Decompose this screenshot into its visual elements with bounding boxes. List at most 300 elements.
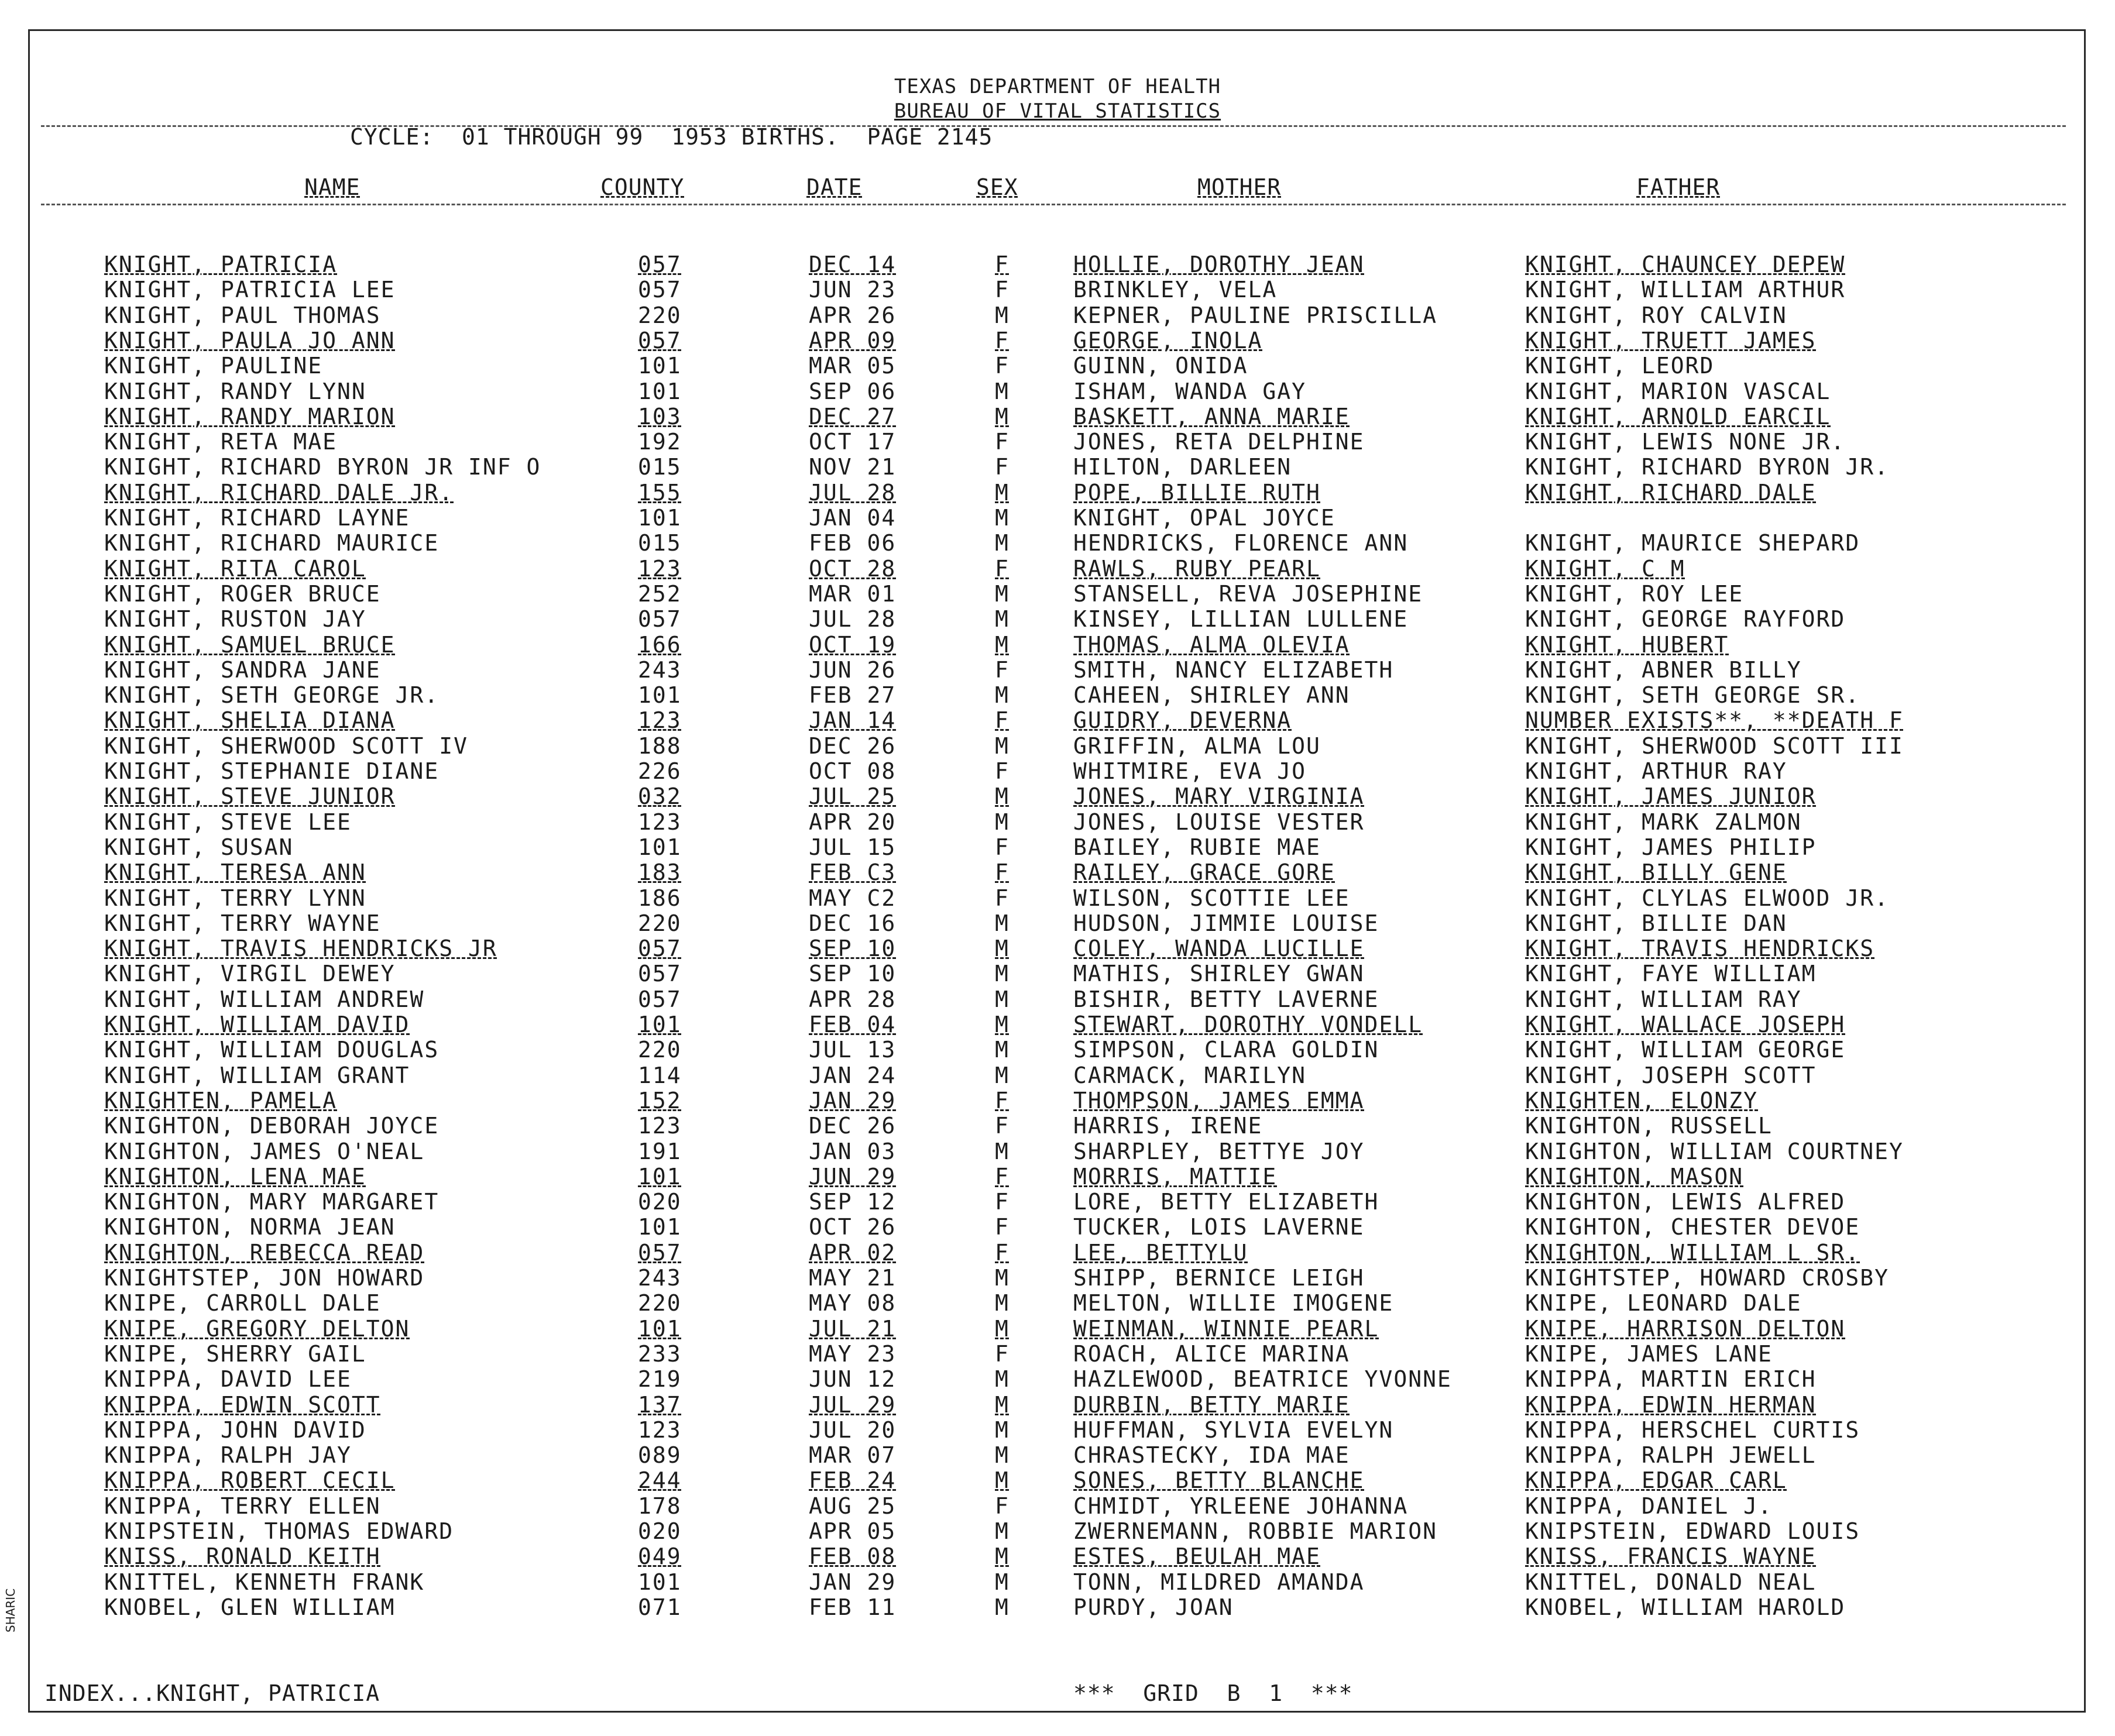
cell-name: KNIPE, SHERRY GAIL — [104, 1341, 366, 1367]
table-row — [0, 733, 2115, 759]
cell-date: SEP 12 — [809, 1189, 897, 1215]
cell-mother: WEINMAN, WINNIE PEARL — [1073, 1316, 1379, 1342]
table-row — [0, 1214, 2115, 1240]
cell-sex: F — [995, 707, 1010, 733]
cell-name: KNOBEL, GLEN WILLIAM — [104, 1594, 396, 1620]
cell-mother: BAILEY, RUBIE MAE — [1073, 834, 1321, 860]
table-row — [0, 353, 2115, 379]
cell-date: APR 20 — [809, 809, 897, 835]
cell-father: KNIGHT, GEORGE RAYFORD — [1525, 606, 1846, 632]
table-row — [0, 556, 2115, 582]
cell-sex: F — [995, 1240, 1010, 1266]
cell-father: KNIGHT, MAURICE SHEPARD — [1525, 530, 1860, 556]
table-row — [0, 1392, 2115, 1418]
cell-mother: LEE, BETTYLU — [1073, 1240, 1248, 1266]
cell-father: KNIGHT, JOSEPH SCOTT — [1525, 1063, 1817, 1088]
table-row — [0, 1240, 2115, 1266]
cell-name: KNIGHT, RANDY LYNN — [104, 379, 366, 404]
cell-father: KNIGHTON, WILLIAM L SR. — [1525, 1240, 1860, 1266]
cell-county: 101 — [638, 1012, 682, 1037]
cell-name: KNIGHTON, DEBORAH JOYCE — [104, 1113, 440, 1139]
cell-name: KNIGHT, WILLIAM DOUGLAS — [104, 1037, 440, 1063]
table-row — [0, 1518, 2115, 1544]
cell-name: KNIGHT, SHELIA DIANA — [104, 707, 396, 733]
cell-name: KNIGHT, RITA CAROL — [104, 556, 366, 582]
cell-county: 101 — [638, 1214, 682, 1240]
cell-sex: F — [995, 429, 1010, 455]
header-divider — [41, 125, 2066, 127]
cell-mother: POPE, BILLIE RUTH — [1073, 480, 1321, 506]
cell-mother: WHITMIRE, EVA JO — [1073, 758, 1307, 784]
cell-mother: THOMAS, ALMA OLEVIA — [1073, 632, 1350, 658]
cell-sex: F — [995, 328, 1010, 353]
cell-county: 220 — [638, 1037, 682, 1063]
cell-county: 101 — [638, 682, 682, 708]
cell-mother: JONES, RETA DELPHINE — [1073, 429, 1365, 455]
cell-sex: M — [995, 480, 1010, 506]
cell-county: 220 — [638, 910, 682, 936]
cell-date: FEB 24 — [809, 1467, 897, 1493]
cell-county: 049 — [638, 1544, 682, 1569]
cell-name: KNIGHT, PAULA JO ANN — [104, 328, 396, 353]
cell-county: 057 — [638, 1240, 682, 1266]
cell-county: 101 — [638, 1316, 682, 1342]
cell-date: OCT 19 — [809, 632, 897, 658]
cell-name: KNIGHTEN, PAMELA — [104, 1088, 338, 1113]
cell-sex: M — [995, 1518, 1010, 1544]
cell-date: FEB 06 — [809, 530, 897, 556]
cell-sex: F — [995, 252, 1010, 277]
cell-sex: M — [995, 1544, 1010, 1569]
cell-county: 089 — [638, 1442, 682, 1468]
cell-county: 057 — [638, 961, 682, 986]
cell-date: JUL 25 — [809, 783, 897, 809]
table-row — [0, 885, 2115, 911]
cell-name: KNIGHT, TERRY WAYNE — [104, 910, 381, 936]
cell-father: KNIPPA, EDWIN HERMAN — [1525, 1392, 1817, 1418]
table-row — [0, 530, 2115, 556]
cell-sex: M — [995, 1366, 1010, 1392]
cell-mother: STEWART, DOROTHY VONDELL — [1073, 1012, 1423, 1037]
cell-name: KNIGHT, WILLIAM ANDREW — [104, 986, 425, 1012]
cell-mother: BASKETT, ANNA MARIE — [1073, 404, 1350, 429]
cell-mother: HUFFMAN, SYLVIA EVELYN — [1073, 1417, 1394, 1443]
cell-date: MAY 08 — [809, 1290, 897, 1316]
cell-father: KNIPE, HARRISON DELTON — [1525, 1316, 1846, 1342]
cell-name: KNIGHT, PAULINE — [104, 353, 323, 379]
cell-sex: M — [995, 961, 1010, 986]
cell-father: KNIPE, JAMES LANE — [1525, 1341, 1773, 1367]
cell-sex: F — [995, 860, 1010, 885]
cell-sex: M — [995, 1290, 1010, 1316]
cycle-line: CYCLE: 01 THROUGH 99 1953 BIRTHS. PAGE 2145 — [350, 124, 993, 150]
cell-father: KNIGHT, WALLACE JOSEPH — [1525, 1012, 1846, 1037]
cell-father: KNIGHTSTEP, HOWARD CROSBY — [1525, 1265, 1889, 1291]
cell-county: 183 — [638, 860, 682, 885]
table-row — [0, 1594, 2115, 1620]
cell-mother: MATHIS, SHIRLEY GWAN — [1073, 961, 1365, 986]
table-row — [0, 1544, 2115, 1569]
table-row — [0, 480, 2115, 506]
cell-father: KNIGHT, SHERWOOD SCOTT III — [1525, 733, 1904, 759]
cell-father: KNIGHT, ARTHUR RAY — [1525, 758, 1787, 784]
cell-date: JUL 29 — [809, 1392, 897, 1418]
cell-mother: HILTON, DARLEEN — [1073, 454, 1292, 480]
cell-county: 015 — [638, 530, 682, 556]
cell-father: KNIGHT, BILLY GENE — [1525, 860, 1787, 885]
cell-name: KNIGHT, SETH GEORGE JR. — [104, 682, 440, 708]
table-row — [0, 1012, 2115, 1037]
cell-sex: M — [995, 1316, 1010, 1342]
cell-date: JUL 20 — [809, 1417, 897, 1443]
table-row — [0, 606, 2115, 632]
table-row — [0, 758, 2115, 784]
cell-name: KNIGHT, VIRGIL DEWEY — [104, 961, 396, 986]
cell-mother: COLEY, WANDA LUCILLE — [1073, 936, 1365, 961]
cell-county: 243 — [638, 657, 682, 683]
table-row — [0, 1417, 2115, 1443]
cell-date: OCT 26 — [809, 1214, 897, 1240]
cell-date: MAR 07 — [809, 1442, 897, 1468]
cell-date: MAY C2 — [809, 885, 897, 911]
cell-father: KNIGHT, TRUETT JAMES — [1525, 328, 1817, 353]
cell-mother: TONN, MILDRED AMANDA — [1073, 1569, 1365, 1595]
table-row — [0, 910, 2115, 936]
cell-mother: ROACH, ALICE MARINA — [1073, 1341, 1350, 1367]
cell-sex: M — [995, 1594, 1010, 1620]
cell-father: KNIGHT, WILLIAM ARTHUR — [1525, 277, 1846, 302]
cell-date: NOV 21 — [809, 454, 897, 480]
cell-name: KNIGHT, RICHARD MAURICE — [104, 530, 440, 556]
cell-mother: PURDY, JOAN — [1073, 1594, 1234, 1620]
cell-father: KNIPPA, RALPH JEWELL — [1525, 1442, 1817, 1468]
cell-county: 101 — [638, 1569, 682, 1595]
table-row — [0, 302, 2115, 328]
cell-date: JUL 15 — [809, 834, 897, 860]
cell-county: 071 — [638, 1594, 682, 1620]
cell-father: KNISS, FRANCIS WAYNE — [1525, 1544, 1817, 1569]
cell-date: APR 28 — [809, 986, 897, 1012]
cell-county: 188 — [638, 733, 682, 759]
cell-mother: WILSON, SCOTTIE LEE — [1073, 885, 1350, 911]
cell-county: 191 — [638, 1139, 682, 1164]
cell-county: 243 — [638, 1265, 682, 1291]
margin-label: SHARIC — [4, 1588, 18, 1632]
cell-father: NUMBER EXISTS**, **DEATH F — [1525, 707, 1904, 733]
cell-name: KNIGHT, RANDY MARION — [104, 404, 396, 429]
column-header-divider — [41, 204, 2066, 205]
cell-county: 137 — [638, 1392, 682, 1418]
table-row — [0, 328, 2115, 353]
cell-date: APR 02 — [809, 1240, 897, 1266]
cell-county: 020 — [638, 1518, 682, 1544]
cell-county: 155 — [638, 480, 682, 506]
cell-name: KNIGHTON, REBECCA READ — [104, 1240, 425, 1266]
cell-date: OCT 17 — [809, 429, 897, 455]
table-row — [0, 1063, 2115, 1088]
col-header-date: DATE — [806, 174, 863, 200]
cell-father: KNIGHT, ABNER BILLY — [1525, 657, 1802, 683]
cell-county: 057 — [638, 277, 682, 302]
table-row — [0, 860, 2115, 885]
cell-mother: BISHIR, BETTY LAVERNE — [1073, 986, 1379, 1012]
table-row — [0, 1569, 2115, 1595]
cell-sex: M — [995, 1139, 1010, 1164]
cell-father: KNIGHT, RICHARD BYRON JR. — [1525, 454, 1889, 480]
table-row — [0, 1088, 2115, 1113]
cell-name: KNIPE, CARROLL DALE — [104, 1290, 381, 1316]
cell-sex: M — [995, 581, 1010, 607]
cell-date: MAY 23 — [809, 1341, 897, 1367]
cell-county: 252 — [638, 581, 682, 607]
table-row — [0, 1316, 2115, 1342]
cell-father: KNIPSTEIN, EDWARD LOUIS — [1525, 1518, 1860, 1544]
cell-father: KNIPPA, HERSCHEL CURTIS — [1525, 1417, 1860, 1443]
cell-county: 103 — [638, 404, 682, 429]
cell-county: 123 — [638, 1417, 682, 1443]
cell-date: FEB 27 — [809, 682, 897, 708]
cell-father: KNIGHT, JAMES JUNIOR — [1525, 783, 1817, 809]
cell-mother: LORE, BETTY ELIZABETH — [1073, 1189, 1379, 1215]
cell-mother: RAWLS, RUBY PEARL — [1073, 556, 1321, 582]
table-row — [0, 1493, 2115, 1519]
cell-name: KNIGHTON, JAMES O'NEAL — [104, 1139, 425, 1164]
cell-name: KNIGHT, SHERWOOD SCOTT IV — [104, 733, 468, 759]
cell-mother: HUDSON, JIMMIE LOUISE — [1073, 910, 1379, 936]
cell-mother: DURBIN, BETTY MARIE — [1073, 1392, 1350, 1418]
cell-mother: GEORGE, INOLA — [1073, 328, 1263, 353]
cell-father: KNIPPA, MARTIN ERICH — [1525, 1366, 1817, 1392]
cell-date: FEB 11 — [809, 1594, 897, 1620]
cell-name: KNIGHT, STEVE JUNIOR — [104, 783, 396, 809]
cell-name: KNIGHTSTEP, JON HOWARD — [104, 1265, 425, 1291]
cell-father: KNIGHT, SETH GEORGE SR. — [1525, 682, 1860, 708]
cell-sex: F — [995, 1493, 1010, 1519]
cell-name: KNIGHT, TERRY LYNN — [104, 885, 366, 911]
grid-label: *** GRID B 1 *** — [1073, 1680, 1353, 1706]
cell-father: KNIGHTON, LEWIS ALFRED — [1525, 1189, 1846, 1215]
cell-name: KNIGHT, SANDRA JANE — [104, 657, 381, 683]
table-row — [0, 936, 2115, 961]
cell-date: DEC 16 — [809, 910, 897, 936]
cell-name: KNIGHT, PATRICIA — [104, 252, 338, 277]
table-row — [0, 1366, 2115, 1392]
index-label: INDEX...KNIGHT, PATRICIA — [44, 1680, 380, 1706]
cell-date: JAN 03 — [809, 1139, 897, 1164]
table-row — [0, 379, 2115, 404]
cell-county: 057 — [638, 328, 682, 353]
cell-father: KNIGHT, MARK ZALMON — [1525, 809, 1802, 835]
cell-father: KNIGHT, ARNOLD EARCIL — [1525, 404, 1831, 429]
cell-county: 057 — [638, 936, 682, 961]
cell-name: KNIGHT, WILLIAM GRANT — [104, 1063, 410, 1088]
col-header-mother: MOTHER — [1197, 174, 1282, 200]
cell-mother: CARMACK, MARILYN — [1073, 1063, 1307, 1088]
cell-date: JUL 28 — [809, 606, 897, 632]
cell-county: 178 — [638, 1493, 682, 1519]
cell-county: 166 — [638, 632, 682, 658]
cell-name: KNIGHT, STEPHANIE DIANE — [104, 758, 440, 784]
table-row — [0, 986, 2115, 1012]
cell-father: KNIGHT, CHAUNCEY DEPEW — [1525, 252, 1846, 277]
cell-sex: F — [995, 834, 1010, 860]
cell-sex: M — [995, 809, 1010, 835]
cell-county: 057 — [638, 606, 682, 632]
table-row — [0, 682, 2115, 708]
cell-name: KNIGHT, TRAVIS HENDRICKS JR — [104, 936, 497, 961]
cell-county: 244 — [638, 1467, 682, 1493]
bureau-title: BUREAU OF VITAL STATISTICS — [894, 99, 1221, 123]
cell-date: OCT 28 — [809, 556, 897, 582]
table-row — [0, 1164, 2115, 1190]
cell-date: JUN 12 — [809, 1366, 897, 1392]
cell-sex: M — [995, 1063, 1010, 1088]
cell-name: KNIGHT, WILLIAM DAVID — [104, 1012, 410, 1037]
cell-county: 186 — [638, 885, 682, 911]
cell-date: JUN 23 — [809, 277, 897, 302]
table-row — [0, 961, 2115, 986]
cell-mother: THOMPSON, JAMES EMMA — [1073, 1088, 1365, 1113]
cell-date: DEC 14 — [809, 252, 897, 277]
cell-county: 057 — [638, 986, 682, 1012]
cell-mother: GUIDRY, DEVERNA — [1073, 707, 1292, 733]
cell-sex: M — [995, 505, 1010, 531]
cell-name: KNIGHT, STEVE LEE — [104, 809, 352, 835]
cell-father: KNIGHT, ROY LEE — [1525, 581, 1744, 607]
table-row — [0, 1265, 2115, 1291]
cell-name: KNIGHT, TERESA ANN — [104, 860, 366, 885]
cell-sex: F — [995, 1164, 1010, 1190]
cell-mother: MORRIS, MATTIE — [1073, 1164, 1278, 1190]
cell-county: 020 — [638, 1189, 682, 1215]
table-row — [0, 657, 2115, 683]
cell-name: KNIGHTON, LENA MAE — [104, 1164, 366, 1190]
table-row — [0, 581, 2115, 607]
cell-sex: M — [995, 910, 1010, 936]
cell-date: FEB 08 — [809, 1544, 897, 1569]
cell-date: DEC 27 — [809, 404, 897, 429]
cell-county: 114 — [638, 1063, 682, 1088]
table-row — [0, 1189, 2115, 1215]
cell-county: 101 — [638, 505, 682, 531]
cell-county: 032 — [638, 783, 682, 809]
cell-date: JAN 24 — [809, 1063, 897, 1088]
cell-sex: M — [995, 1417, 1010, 1443]
cell-mother: BRINKLEY, VELA — [1073, 277, 1278, 302]
cell-mother: CHRASTECKY, IDA MAE — [1073, 1442, 1350, 1468]
table-row — [0, 505, 2115, 531]
cell-date: APR 09 — [809, 328, 897, 353]
cell-mother: HAZLEWOOD, BEATRICE YVONNE — [1073, 1366, 1452, 1392]
cell-mother: CAHEEN, SHIRLEY ANN — [1073, 682, 1350, 708]
cell-sex: M — [995, 632, 1010, 658]
cell-father: KNIGHTON, CHESTER DEVOE — [1525, 1214, 1860, 1240]
cell-sex: F — [995, 1189, 1010, 1215]
cell-sex: F — [995, 885, 1010, 911]
cell-county: 219 — [638, 1366, 682, 1392]
cell-sex: M — [995, 1012, 1010, 1037]
cell-sex: F — [995, 556, 1010, 582]
col-header-sex: SEX — [976, 174, 1018, 200]
table-row — [0, 632, 2115, 658]
cell-name: KNIGHTON, NORMA JEAN — [104, 1214, 396, 1240]
cell-mother: SHARPLEY, BETTYE JOY — [1073, 1139, 1365, 1164]
table-row — [0, 1113, 2115, 1139]
cell-father: KNIGHT, LEWIS NONE JR. — [1525, 429, 1846, 455]
table-row — [0, 454, 2115, 480]
cell-father: KNIGHTEN, ELONZY — [1525, 1088, 1759, 1113]
cell-mother: SHIPP, BERNICE LEIGH — [1073, 1265, 1365, 1291]
cell-county: 233 — [638, 1341, 682, 1367]
cell-name: KNIGHT, RETA MAE — [104, 429, 338, 455]
cell-date: SEP 06 — [809, 379, 897, 404]
cell-father: KNIGHT, TRAVIS HENDRICKS — [1525, 936, 1875, 961]
cell-sex: M — [995, 936, 1010, 961]
cell-sex: M — [995, 379, 1010, 404]
cell-date: MAR 05 — [809, 353, 897, 379]
table-row — [0, 1467, 2115, 1493]
cell-father: KNIGHT, HUBERT — [1525, 632, 1729, 658]
cell-mother: MELTON, WILLIE IMOGENE — [1073, 1290, 1394, 1316]
cell-sex: M — [995, 1037, 1010, 1063]
cell-mother: GRIFFIN, ALMA LOU — [1073, 733, 1321, 759]
cell-name: KNIPE, GREGORY DELTON — [104, 1316, 410, 1342]
cell-date: JUN 29 — [809, 1164, 897, 1190]
table-row — [0, 1341, 2115, 1367]
cell-father: KNIPPA, DANIEL J. — [1525, 1493, 1773, 1519]
cell-name: KNIGHT, PATRICIA LEE — [104, 277, 396, 302]
table-row — [0, 809, 2115, 835]
cell-name: KNIPPA, DAVID LEE — [104, 1366, 352, 1392]
cell-mother: HOLLIE, DOROTHY JEAN — [1073, 252, 1365, 277]
cell-father: KNIGHT, CLYLAS ELWOOD JR. — [1525, 885, 1889, 911]
cell-father: KNIGHT, ROY CALVIN — [1525, 302, 1787, 328]
cell-county: 101 — [638, 353, 682, 379]
cell-father: KNIGHT, JAMES PHILIP — [1525, 834, 1817, 860]
cell-father: KNIGHT, C M — [1525, 556, 1685, 582]
cell-sex: F — [995, 277, 1010, 302]
cell-date: JUL 28 — [809, 480, 897, 506]
cell-sex: M — [995, 1265, 1010, 1291]
cell-date: JAN 29 — [809, 1569, 897, 1595]
table-row — [0, 1442, 2115, 1468]
cell-date: MAR 01 — [809, 581, 897, 607]
cell-mother: HARRIS, IRENE — [1073, 1113, 1263, 1139]
cell-county: 101 — [638, 379, 682, 404]
cell-father: KNIGHT, FAYE WILLIAM — [1525, 961, 1817, 986]
cell-county: 123 — [638, 1113, 682, 1139]
cell-father: KNIGHT, RICHARD DALE — [1525, 480, 1817, 506]
cell-name: KNIPPA, EDWIN SCOTT — [104, 1392, 381, 1418]
cell-mother: KINSEY, LILLIAN LULLENE — [1073, 606, 1409, 632]
cell-sex: F — [995, 454, 1010, 480]
cell-sex: M — [995, 1467, 1010, 1493]
cell-sex: F — [995, 1113, 1010, 1139]
cell-name: KNIGHT, SAMUEL BRUCE — [104, 632, 396, 658]
table-row — [0, 1037, 2115, 1063]
cell-county: 192 — [638, 429, 682, 455]
cell-county: 101 — [638, 834, 682, 860]
cell-name: KNITTEL, KENNETH FRANK — [104, 1569, 425, 1595]
cell-sex: F — [995, 353, 1010, 379]
cell-sex: M — [995, 302, 1010, 328]
cell-county: 220 — [638, 302, 682, 328]
cell-name: KNIGHT, ROGER BRUCE — [104, 581, 381, 607]
cell-name: KNIGHT, RUSTON JAY — [104, 606, 366, 632]
table-row — [0, 429, 2115, 455]
cell-mother: JONES, MARY VIRGINIA — [1073, 783, 1365, 809]
cell-father: KNITTEL, DONALD NEAL — [1525, 1569, 1817, 1595]
